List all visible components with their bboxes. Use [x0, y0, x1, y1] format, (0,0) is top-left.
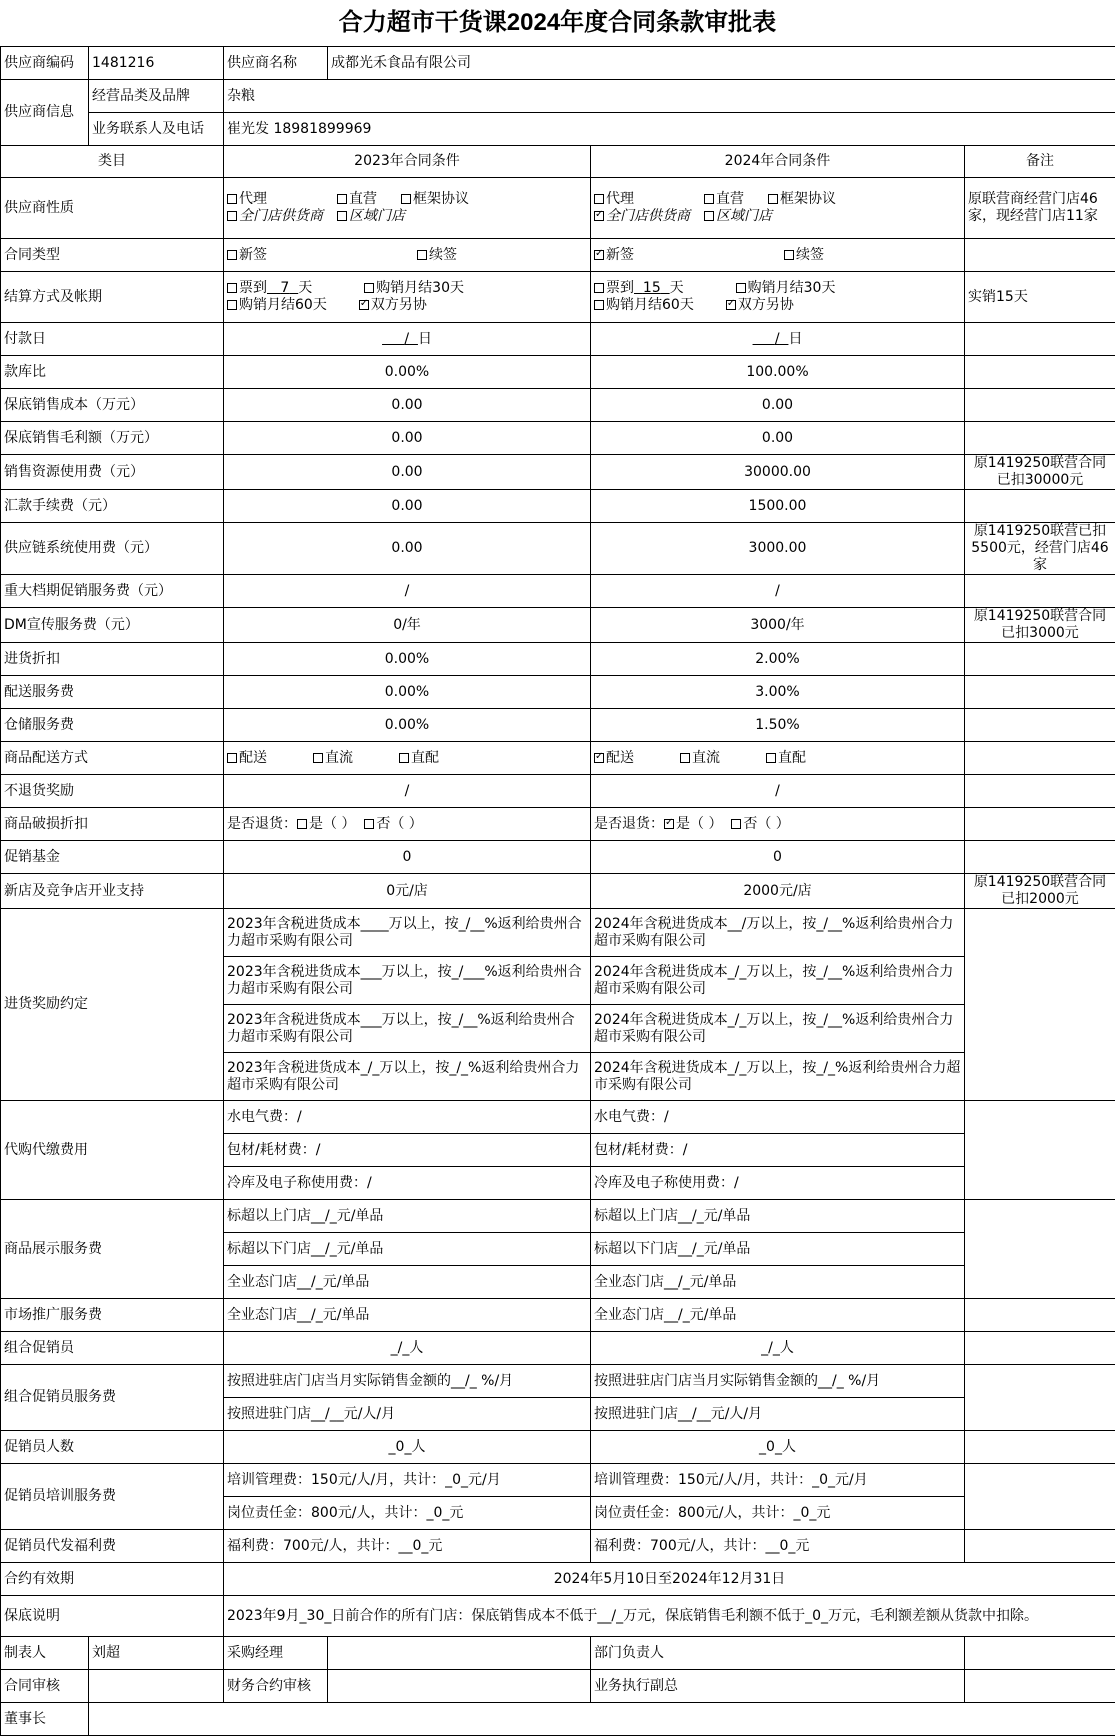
- settlement-label: 结算方式及帐期: [1, 272, 224, 323]
- checkbox-checked[interactable]: [594, 211, 604, 221]
- contract-type-label: 合同类型: [1, 239, 224, 272]
- supplier-category-row: [1, 80, 1115, 113]
- checkbox[interactable]: [227, 194, 237, 204]
- delivery-fee-row: 配送服务费 0.00% 3.00%: [1, 676, 1115, 709]
- nature-label: 供应商性质: [1, 178, 224, 239]
- checkbox[interactable]: [594, 194, 604, 204]
- supplier-code-label: 供应商编码: [1, 47, 89, 80]
- nature-2023: 代理 直营 框架协议 全门店供货商 区域门店: [224, 178, 591, 239]
- contact-value: 崔光发 18981899969: [224, 113, 1115, 146]
- category-value: 杂粮: [224, 80, 1115, 113]
- pay-day-row: 付款日 / 日 / 日: [1, 323, 1115, 356]
- sign-row: 董事长: [1, 1703, 1115, 1736]
- new-store-row: 新店及竞争店开业支持 0元/店 2000元/店 原1419250联营合同已扣2000元: [1, 874, 1115, 909]
- header-2023: 2023年合同条件: [224, 146, 591, 178]
- checkbox[interactable]: [227, 300, 237, 310]
- combo-fee-row: 组合促销员服务费 按照进驻店门店当月实际销售金额的__/_ %/月 按照进驻店门店当月实际销售金额的__/_ %/月: [1, 1365, 1115, 1398]
- settlement-note: 实销15天: [965, 272, 1115, 323]
- promo-fund-row: 促销基金 0 0: [1, 841, 1115, 874]
- rebate-row: 2023年含税进货成本_/_万以上，按_/_%返利给贵州合力超市采购有限公司 2024年含税进货成本_/_万以上，按_/_%返利给贵州合力超市采购有限公司: [1, 1053, 1115, 1101]
- checkbox-checked[interactable]: [664, 819, 674, 829]
- checkbox[interactable]: [227, 283, 237, 293]
- checkbox[interactable]: [364, 283, 374, 293]
- header-item: 类目: [1, 146, 224, 178]
- welfare-row: 促销员代发福利费 福利费：700元/人，共计：__0_元 福利费：700元/人，共计：__0_元: [1, 1530, 1115, 1563]
- market-row: 市场推广服务费 全业态门店__/_元/单品 全业态门店__/_元/单品: [1, 1299, 1115, 1332]
- supplier-contact-row: [1, 113, 1115, 146]
- chain-fee-row: 供应链系统使用费（元） 0.00 3000.00 原1419250联营已扣5500元，经营门店46家: [1, 523, 1115, 575]
- rebate-label: 进货奖励约定: [1, 909, 224, 1101]
- checkbox[interactable]: [337, 194, 347, 204]
- validity-row: 合约有效期 2024年5月10日至2024年12月31日: [1, 1563, 1115, 1596]
- checkbox[interactable]: [704, 194, 714, 204]
- combo-promoter-row: 组合促销员 _/_人 _/_人: [1, 1332, 1115, 1365]
- train-row: 岗位责任金：800元/人，共计：_0_元 岗位责任金：800元/人，共计：_0_元: [1, 1497, 1115, 1530]
- supplier-code: 1481216: [89, 47, 224, 80]
- checkbox[interactable]: [227, 753, 237, 763]
- resource-fee-row: 销售资源使用费（元） 0.00 30000.00 原1419250联营合同已扣30000元: [1, 455, 1115, 490]
- display-row: 商品展示服务费 标超以上门店__/_元/单品 标超以上门店__/_元/单品: [1, 1200, 1115, 1233]
- checkbox-checked[interactable]: [594, 250, 604, 260]
- nature-row: [1, 178, 1115, 239]
- remit-fee-row: 汇款手续费（元） 0.00 1500.00: [1, 490, 1115, 523]
- no-return-row: 不退货奖励 / /: [1, 775, 1115, 808]
- min-cost-row: 保底销售成本（万元） 0.00 0.00: [1, 389, 1115, 422]
- checkbox[interactable]: [766, 753, 776, 763]
- checkbox-checked[interactable]: [359, 300, 369, 310]
- agency-row: 冷库及电子称使用费：/ 冷库及电子称使用费：/: [1, 1167, 1115, 1200]
- checkbox-checked[interactable]: [726, 300, 736, 310]
- ratio-row: 款库比 0.00% 100.00%: [1, 356, 1115, 389]
- checkbox[interactable]: [736, 283, 746, 293]
- contract-type-row: 合同类型 新签 续签 ✓ 新签 续签: [1, 239, 1115, 272]
- settlement-row: 结算方式及帐期 票到 7 天 购销月结30天 购销月结60天✓ 双方另协 票到 15 天 购销月结30天 购销月结60天✓ 双方另协 实销15天: [1, 272, 1115, 323]
- header-row: [1, 146, 1115, 178]
- damage-row: 商品破损折扣 是否退货： 是（ ） 否（ ） 是否退货：✓ 是（ ） 否（ ）: [1, 808, 1115, 841]
- checkbox[interactable]: [364, 819, 374, 829]
- supplier-name-label: 供应商名称: [224, 47, 328, 80]
- agency-row: 代购代缴费用 水电气费：/ 水电气费：/: [1, 1101, 1115, 1134]
- checkbox[interactable]: [227, 250, 237, 260]
- checkbox[interactable]: [768, 194, 778, 204]
- category-label: 经营品类及品牌: [89, 80, 224, 113]
- checkbox[interactable]: [680, 753, 690, 763]
- checkbox[interactable]: [313, 753, 323, 763]
- train-row: 促销员培训服务费 培训管理费：150元/人/月，共计：_0_元/月 培训管理费：150元/人/月，共计：_0_元/月: [1, 1464, 1115, 1497]
- rebate-row: 2023年含税进货成本___万以上，按_/___%返利给贵州合力超市采购有限公司 2024年含税进货成本_/_万以上，按_/__%返利给贵州合力超市采购有限公司: [1, 957, 1115, 1005]
- header-2024: 2024年合同条件: [591, 146, 965, 178]
- page-title: 合力超市干货课2024年度合同条款审批表: [0, 0, 1115, 46]
- approval-table: [0, 46, 1115, 1736]
- min-margin-row: 保底销售毛利额（万元） 0.00 0.00: [1, 422, 1115, 455]
- checkbox[interactable]: [227, 211, 237, 221]
- checkbox-checked[interactable]: [594, 753, 604, 763]
- checkbox[interactable]: [784, 250, 794, 260]
- supplier-name: 成都光禾食品有限公司: [328, 47, 1115, 80]
- storage-fee-row: 仓储服务费 0.00% 1.50%: [1, 709, 1115, 742]
- checkbox[interactable]: [399, 753, 409, 763]
- checkbox[interactable]: [417, 250, 427, 260]
- promoter-count-row: 促销员人数 _0_人 _0_人: [1, 1431, 1115, 1464]
- delivery-mode-row: 商品配送方式 配送 直流 直配 ✓ 配送 直流 直配: [1, 742, 1115, 775]
- checkbox[interactable]: [731, 819, 741, 829]
- supplier-info-label: 供应商信息: [1, 80, 89, 146]
- checkbox[interactable]: [704, 211, 714, 221]
- rebate-row: 进货奖励约定 2023年含税进货成本____万以上，按_/__%返利给贵州合力超市采购有限公司 2024年含税进货成本__/万以上，按_/__%返利给贵州合力超市采购有限公司: [1, 909, 1115, 957]
- nature-2024: 代理 直营 框架协议 ✓全门店供货商 区域门店: [591, 178, 965, 239]
- checkbox[interactable]: [594, 300, 604, 310]
- display-row: 标超以下门店__/_元/单品 标超以下门店__/_元/单品: [1, 1233, 1115, 1266]
- display-row: 全业态门店__/_元/单品 全业态门店__/_元/单品: [1, 1266, 1115, 1299]
- checkbox[interactable]: [594, 283, 604, 293]
- rebate-row: 2023年含税进货成本___万以上，按_/__%返利给贵州合力超市采购有限公司 2024年含税进货成本_/_万以上，按_/__%返利给贵州合力超市采购有限公司: [1, 1005, 1115, 1053]
- checkbox[interactable]: [401, 194, 411, 204]
- checkbox[interactable]: [297, 819, 307, 829]
- discount-row: 进货折扣 0.00% 2.00%: [1, 643, 1115, 676]
- promo-service-row: 重大档期促销服务费（元） / /: [1, 575, 1115, 608]
- checkbox[interactable]: [337, 211, 347, 221]
- combo-fee-row: 按照进驻门店__/__元/人/月 按照进驻门店__/__元/人/月: [1, 1398, 1115, 1431]
- sign-row: 制表人 刘超 采购经理 部门负责人: [1, 1637, 1115, 1670]
- header-note: 备注: [965, 146, 1115, 178]
- nature-note: 原联营商经营门店46家，现经营门店11家: [965, 178, 1115, 239]
- dm-fee-row: DM宣传服务费（元） 0/年 3000/年 原1419250联营合同已扣3000元: [1, 608, 1115, 643]
- supplier-code-row: [1, 47, 1115, 80]
- sign-row: 合同审核 财务合约审核 业务执行副总: [1, 1670, 1115, 1703]
- guarantee-row: 保底说明 2023年9月_30_日前合作的所有门店：保底销售成本不低于__/_万元，保底销售毛利额不低于_0_万元，毛利额差额从货款中扣除。: [1, 1596, 1115, 1637]
- contact-label: 业务联系人及电话: [89, 113, 224, 146]
- agency-row: 包材/耗材费：/ 包材/耗材费：/: [1, 1134, 1115, 1167]
